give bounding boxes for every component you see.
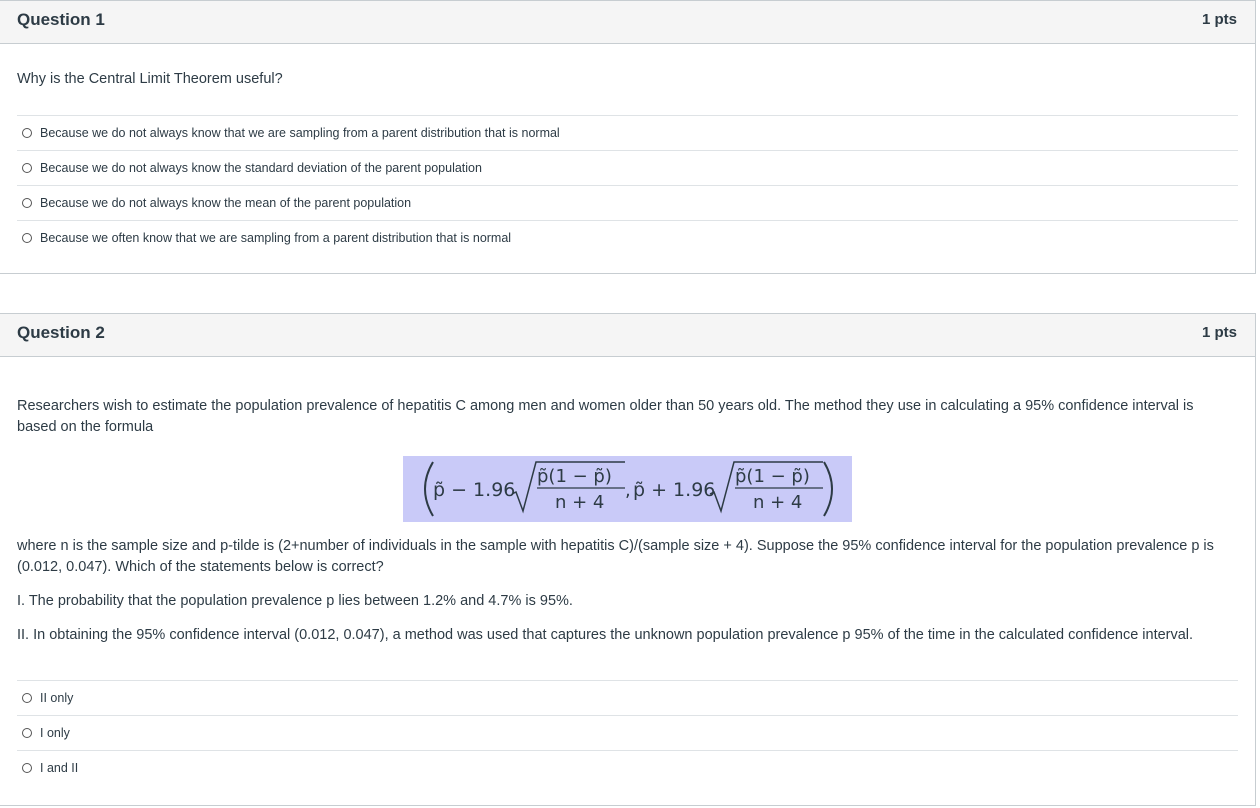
answer-option[interactable] xyxy=(17,715,1238,750)
question-2-card xyxy=(0,313,1256,806)
question-2-points: 1 pts xyxy=(1201,324,1237,341)
question-1-text: Why is the Central Limit Theorem useful? xyxy=(17,71,283,87)
left-paren xyxy=(425,462,433,516)
radio-button[interactable] xyxy=(22,128,32,138)
radio-button[interactable] xyxy=(22,163,32,173)
radio-button[interactable] xyxy=(22,728,32,738)
statement-2: II. In obtaining the 95% confidence interval (0.012, 0.047), a method was used that captures the unknown population prevalence p 95% of the time in the calculated confidence interval. xyxy=(17,627,1194,643)
formula-separator: , xyxy=(625,480,631,501)
answer-label: Because we do not always know the mean of the parent population xyxy=(40,196,412,210)
radio-button[interactable] xyxy=(22,693,32,703)
answer-option[interactable] xyxy=(17,115,1238,150)
question-2-text-2: where n is the sample size and p-tilde is (2+number of individuals in the sample with hepatitis C)/(sample size + 4). Suppose the 95% confidence interval for the population prevalence p is (0.012, 0.047). Which of the statements below is correct? xyxy=(17,538,1214,575)
radio-button[interactable] xyxy=(22,233,32,243)
statement-1: I. The probability that the population prevalence p lies between 1.2% and 4.7% is 95%. xyxy=(17,593,573,609)
right-paren xyxy=(824,462,832,516)
answer-label: II only xyxy=(40,691,74,705)
formula-denominator-2: n + 4 xyxy=(753,492,803,513)
confidence-interval-formula xyxy=(403,456,852,522)
question-2-header xyxy=(0,314,1255,357)
answer-label: Because we often know that we are sampling from a parent distribution that is normal xyxy=(40,231,512,245)
answer-option[interactable] xyxy=(17,680,1238,715)
answer-option[interactable] xyxy=(17,150,1238,185)
formula-plus-term: p̃ + 1.96 xyxy=(633,479,716,501)
radio-button[interactable] xyxy=(22,763,32,773)
answer-label: I only xyxy=(40,726,70,740)
answer-option[interactable] xyxy=(17,220,1238,255)
question-2-text: Researchers wish to estimate the population prevalence of hepatitis C among men and women older than 50 years old. The method they use in calculating a 95% confidence interval is based on the formula xyxy=(17,398,1194,435)
answer-option[interactable] xyxy=(17,185,1238,220)
question-1-card xyxy=(0,0,1256,274)
question-2-title: Question 2 xyxy=(17,323,105,342)
question-1-header xyxy=(0,1,1255,44)
question-1-answers xyxy=(17,115,1238,255)
formula-denominator-1: n + 4 xyxy=(555,492,605,513)
radio-button[interactable] xyxy=(22,198,32,208)
answer-label: I and II xyxy=(40,761,79,775)
answer-label: Because we do not always know that we are sampling from a parent distribution that is normal xyxy=(40,126,560,140)
question-1-title: Question 1 xyxy=(17,10,105,29)
question-2-answers xyxy=(17,680,1238,785)
question-1-points: 1 pts xyxy=(1201,11,1237,28)
formula-numerator-1: p̃(1 − p̃) xyxy=(537,466,612,487)
formula-minus-term: p̃ − 1.96 xyxy=(433,479,516,501)
formula-numerator-2: p̃(1 − p̃) xyxy=(735,466,810,487)
formula-svg xyxy=(403,456,852,522)
answer-option[interactable] xyxy=(17,750,1238,785)
answer-label: Because we do not always know the standard deviation of the parent population xyxy=(40,161,482,175)
